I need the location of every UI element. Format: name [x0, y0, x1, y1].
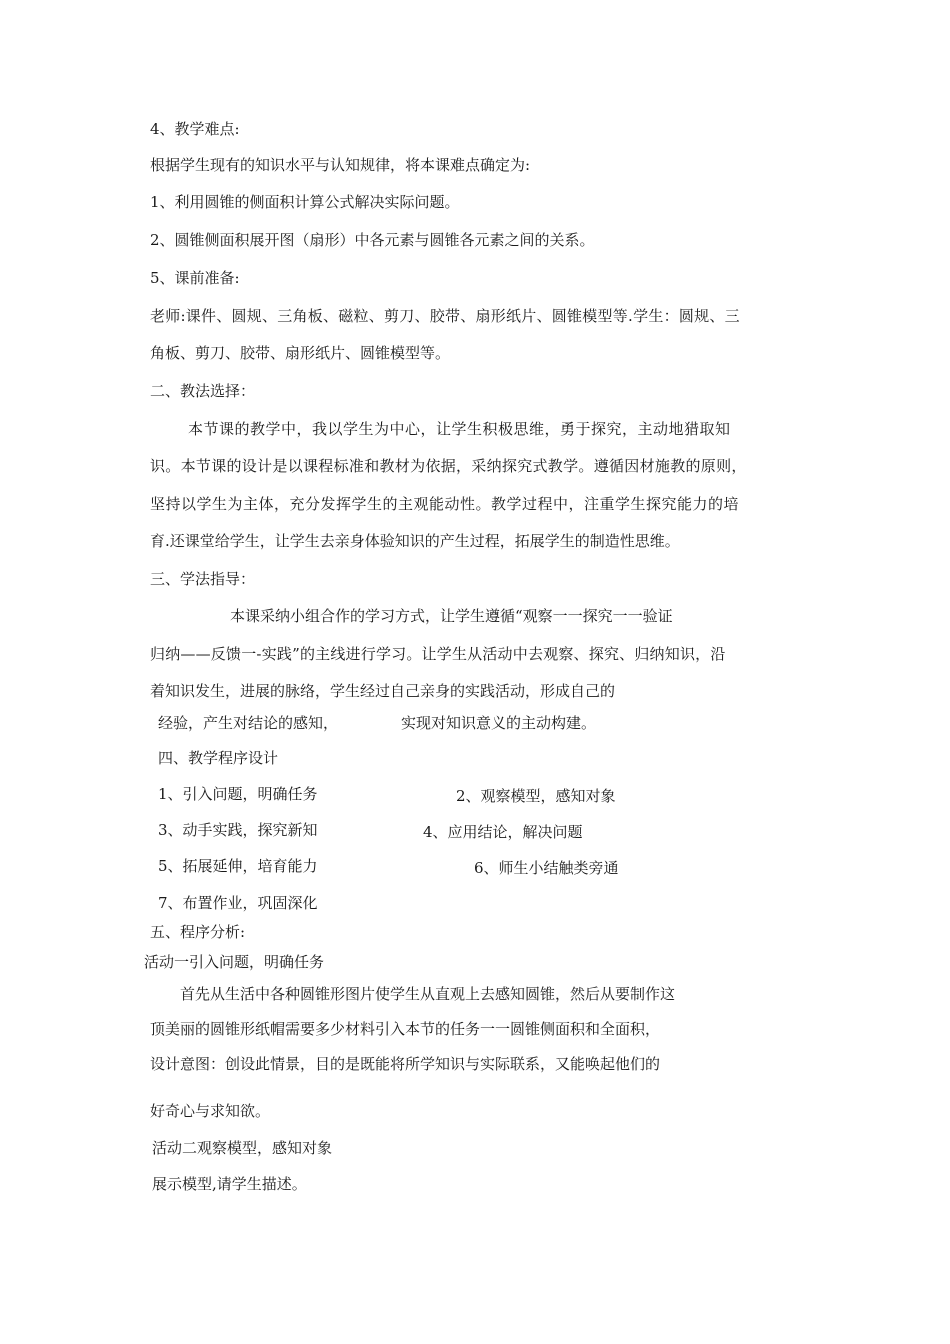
paragraph-line: 育.还课堂给学生，让学生去亲身体验知识的产生过程，拓展学生的制造性思维。	[150, 532, 680, 550]
paragraph-line: 本节课的教学中，我以学生为中心，让学生积极思维，勇于探究，主动地猎取知	[188, 420, 731, 438]
heading-teaching-difficulties: 4、教学难点:	[150, 120, 240, 138]
paragraph-line: 设计意图：创设此情景，目的是既能将所学知识与实际联系，又能唤起他们的	[150, 1055, 661, 1073]
paragraph-line: 着知识发生，进展的脉络，学生经过自己亲身的实践活动，形成自己的	[150, 682, 616, 700]
heading-program-design: 四、教学程序设计	[158, 749, 279, 767]
heading-study-guidance: 三、学法指导：	[150, 570, 256, 588]
program-step-5: 5、拓展延伸，培育能力	[158, 857, 318, 875]
heading-program-analysis: 五、程序分析:	[150, 923, 246, 941]
paragraph-line: 好奇心与求知欲。	[150, 1102, 271, 1120]
heading-teaching-method: 二、教法选择：	[150, 382, 256, 400]
list-item: 1、利用圆锥的侧面积计算公式解决实际问题。	[150, 193, 460, 211]
paragraph-line: 老师:课件、圆规、三角板、磁粒、剪刀、胶带、扇形纸片、圆锥模型等.学生：圆规、三	[150, 307, 740, 325]
paragraph-line: 坚持以学生为主体，充分发挥学生的主观能动性。教学过程中，注重学生探究能力的培	[150, 495, 740, 513]
program-step-1: 1、引入问题，明确任务	[158, 785, 318, 803]
paragraph-line: 归纳——反馈一-实践”的主线进行学习。让学生从活动中去观察、探究、归纳知识，沿	[150, 645, 726, 663]
paragraph-line: 经验，产生对结论的感知，	[158, 714, 339, 732]
program-step-2: 2、观察模型，感知对象	[456, 787, 616, 805]
program-step-3: 3、动手实践，探究新知	[158, 821, 318, 839]
paragraph-line: 角板、剪刀、胶带、扇形纸片、圆锥模型等。	[150, 344, 451, 362]
activity-two-title: 活动二观察模型，感知对象	[152, 1139, 333, 1157]
paragraph-line: 根据学生现有的知识水平与认知规律，将本课难点确定为:	[150, 156, 531, 174]
program-step-7: 7、布置作业，巩固深化	[158, 894, 318, 912]
paragraph-line: 识。本节课的设计是以课程标准和教材为依据，采纳探究式教学。遵循因材施教的原则，	[150, 457, 747, 475]
paragraph-line: 实现对知识意义的主动构建。	[401, 714, 597, 732]
paragraph-line: 顶美丽的圆锥形纸帽需要多少材料引入本节的任务一一圆锥侧面积和全面积，	[150, 1020, 661, 1038]
list-item: 2、圆锥侧面积展开图（扇形）中各元素与圆锥各元素之间的关系。	[150, 231, 595, 249]
paragraph-line: 本课采纳小组合作的学习方式，让学生遵循“观察一一探究一一验证	[230, 607, 673, 625]
program-step-6: 6、师生小结触类旁通	[474, 859, 619, 877]
activity-one-title: 活动一引入问题，明确任务	[144, 953, 325, 971]
program-step-4: 4、应用结论，解决问题	[423, 823, 583, 841]
paragraph-line: 首先从生活中各种圆锥形图片使学生从直观上去感知圆锥，然后从要制作这	[180, 985, 676, 1003]
heading-preparation: 5、课前准备:	[150, 269, 240, 287]
paragraph-line: 展示模型,请学生描述。	[152, 1175, 307, 1193]
